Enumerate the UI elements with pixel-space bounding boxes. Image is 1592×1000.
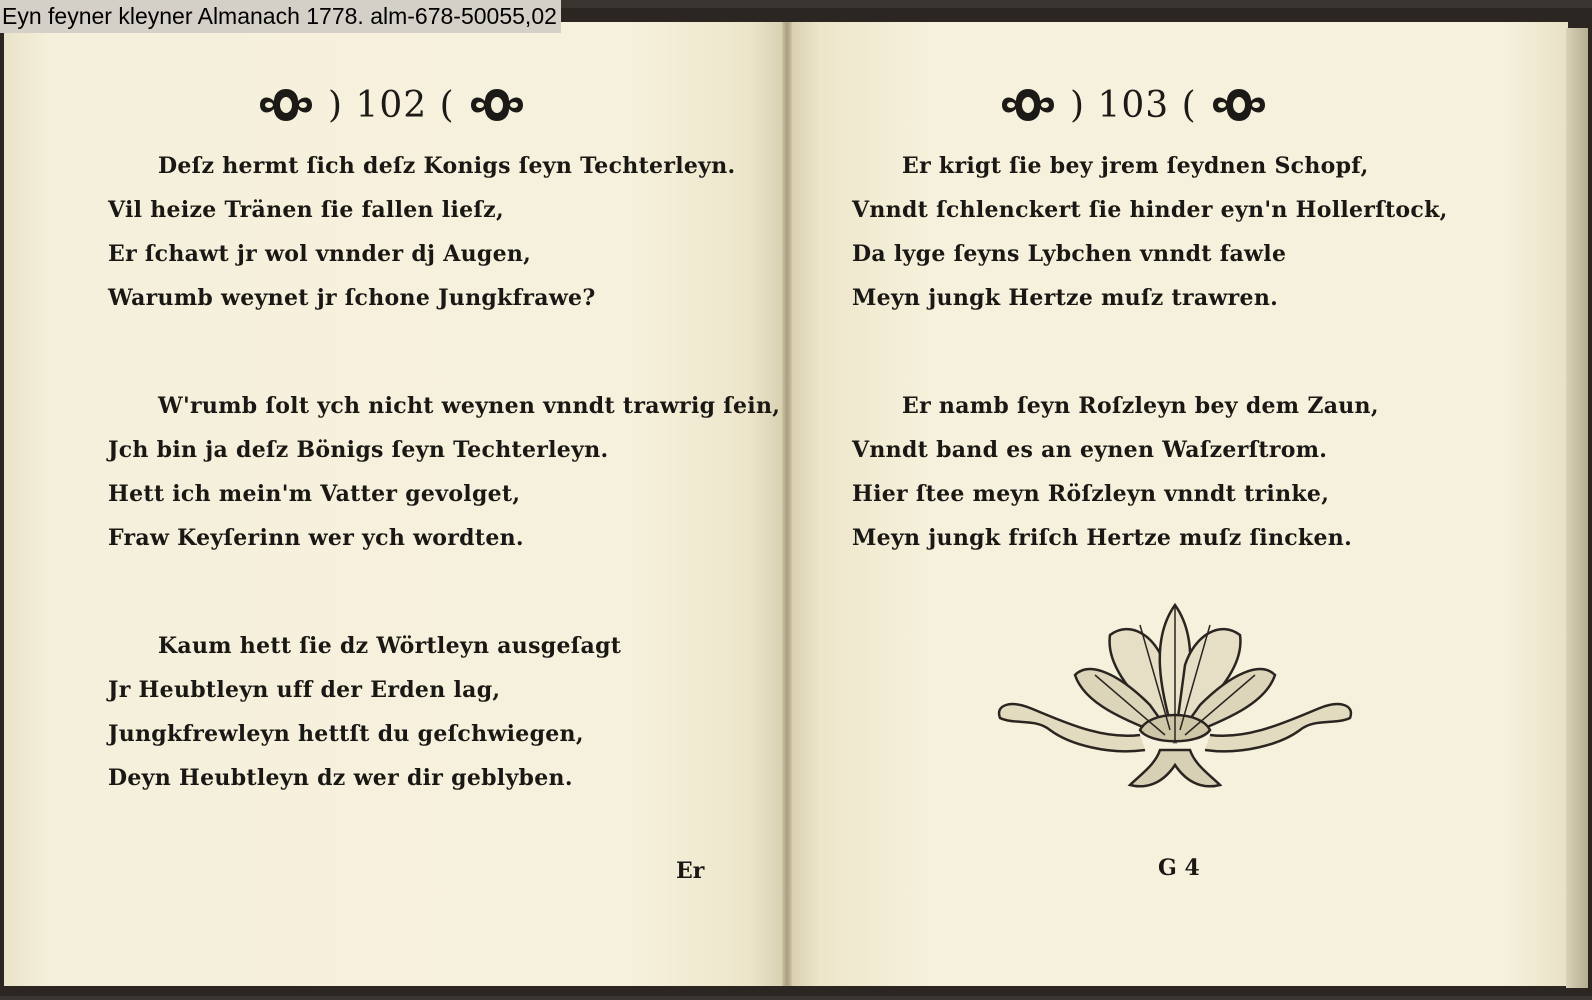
verse-line: Fraw Keyſerinn wer ych wordten. (108, 525, 524, 551)
page-number: ) 103 ( (1070, 84, 1197, 126)
verse-line: W'rumb ſolt ych nicht weynen vnndt trawrig ſein, (158, 393, 781, 419)
verse-line: Deſz hermt ſich deſz Konigs ſeyn Techterleyn. (158, 153, 736, 179)
shell-ornament-icon (990, 590, 1360, 805)
fleuron-icon (1000, 85, 1056, 125)
verse-line: Deyn Heubtleyn dz wer dir geblyben. (108, 765, 573, 791)
verse-line: Hier ſtee meyn Röſzleyn vnndt trinke, (852, 481, 1330, 507)
verse-line: Vnndt band es an eynen Waſzerſtrom. (852, 437, 1328, 463)
fleuron-icon (258, 85, 314, 125)
fleuron-icon (469, 85, 525, 125)
verse-line: Warumb weynet jr ſchone Jungkfrawe? (108, 285, 596, 311)
left-page-header (258, 78, 525, 132)
verse-line: Er krigt ſie bey jrem ſeydnen Schopf, (902, 153, 1369, 179)
page-edge (1566, 28, 1588, 988)
verse-line: Vnndt ſchlenckert ſie hinder eyn'n Hollerſtock, (852, 197, 1448, 223)
verse-line: Er ſchawt jr wol vnnder dj Augen, (108, 241, 532, 267)
page-number: ) 102 ( (328, 84, 455, 126)
catchword: Er (676, 858, 705, 884)
signature-mark: G 4 (1158, 855, 1200, 881)
verse-line: Jch bin ja deſz Bönigs ſeyn Techterleyn. (108, 437, 609, 463)
verse-line: Vil heize Tränen ſie fallen lieſz, (108, 197, 504, 223)
window-title: Eyn feyner kleyner Almanach 1778. alm-678-50055,02 (0, 0, 561, 33)
verse-line: Kaum hett ſie dz Wörtleyn ausgeſagt (158, 633, 622, 659)
verse-line: Hett ich mein'm Vatter gevolget, (108, 481, 521, 507)
verse-line: Meyn jungk friſch Hertze muſz ſincken. (852, 525, 1353, 551)
fleuron-icon (1211, 85, 1267, 125)
stanza (852, 384, 1379, 560)
book-spine (782, 22, 792, 986)
verse-line: Jungkfrewleyn hettſt du geſchwiegen, (108, 721, 584, 747)
right-page-header (1000, 78, 1267, 132)
verse-line: Meyn jungk Hertze muſz trawren. (852, 285, 1279, 311)
verse-line: Jr Heubtleyn uff der Erden lag, (108, 677, 501, 703)
verse-line: Er namb ſeyn Roſzleyn bey dem Zaun, (902, 393, 1379, 419)
stanza (852, 144, 1448, 320)
stanza (108, 624, 621, 800)
stanza (108, 144, 736, 320)
stanza (108, 384, 780, 560)
verse-line: Da lyge ſeyns Lybchen vnndt fawle (852, 241, 1287, 267)
